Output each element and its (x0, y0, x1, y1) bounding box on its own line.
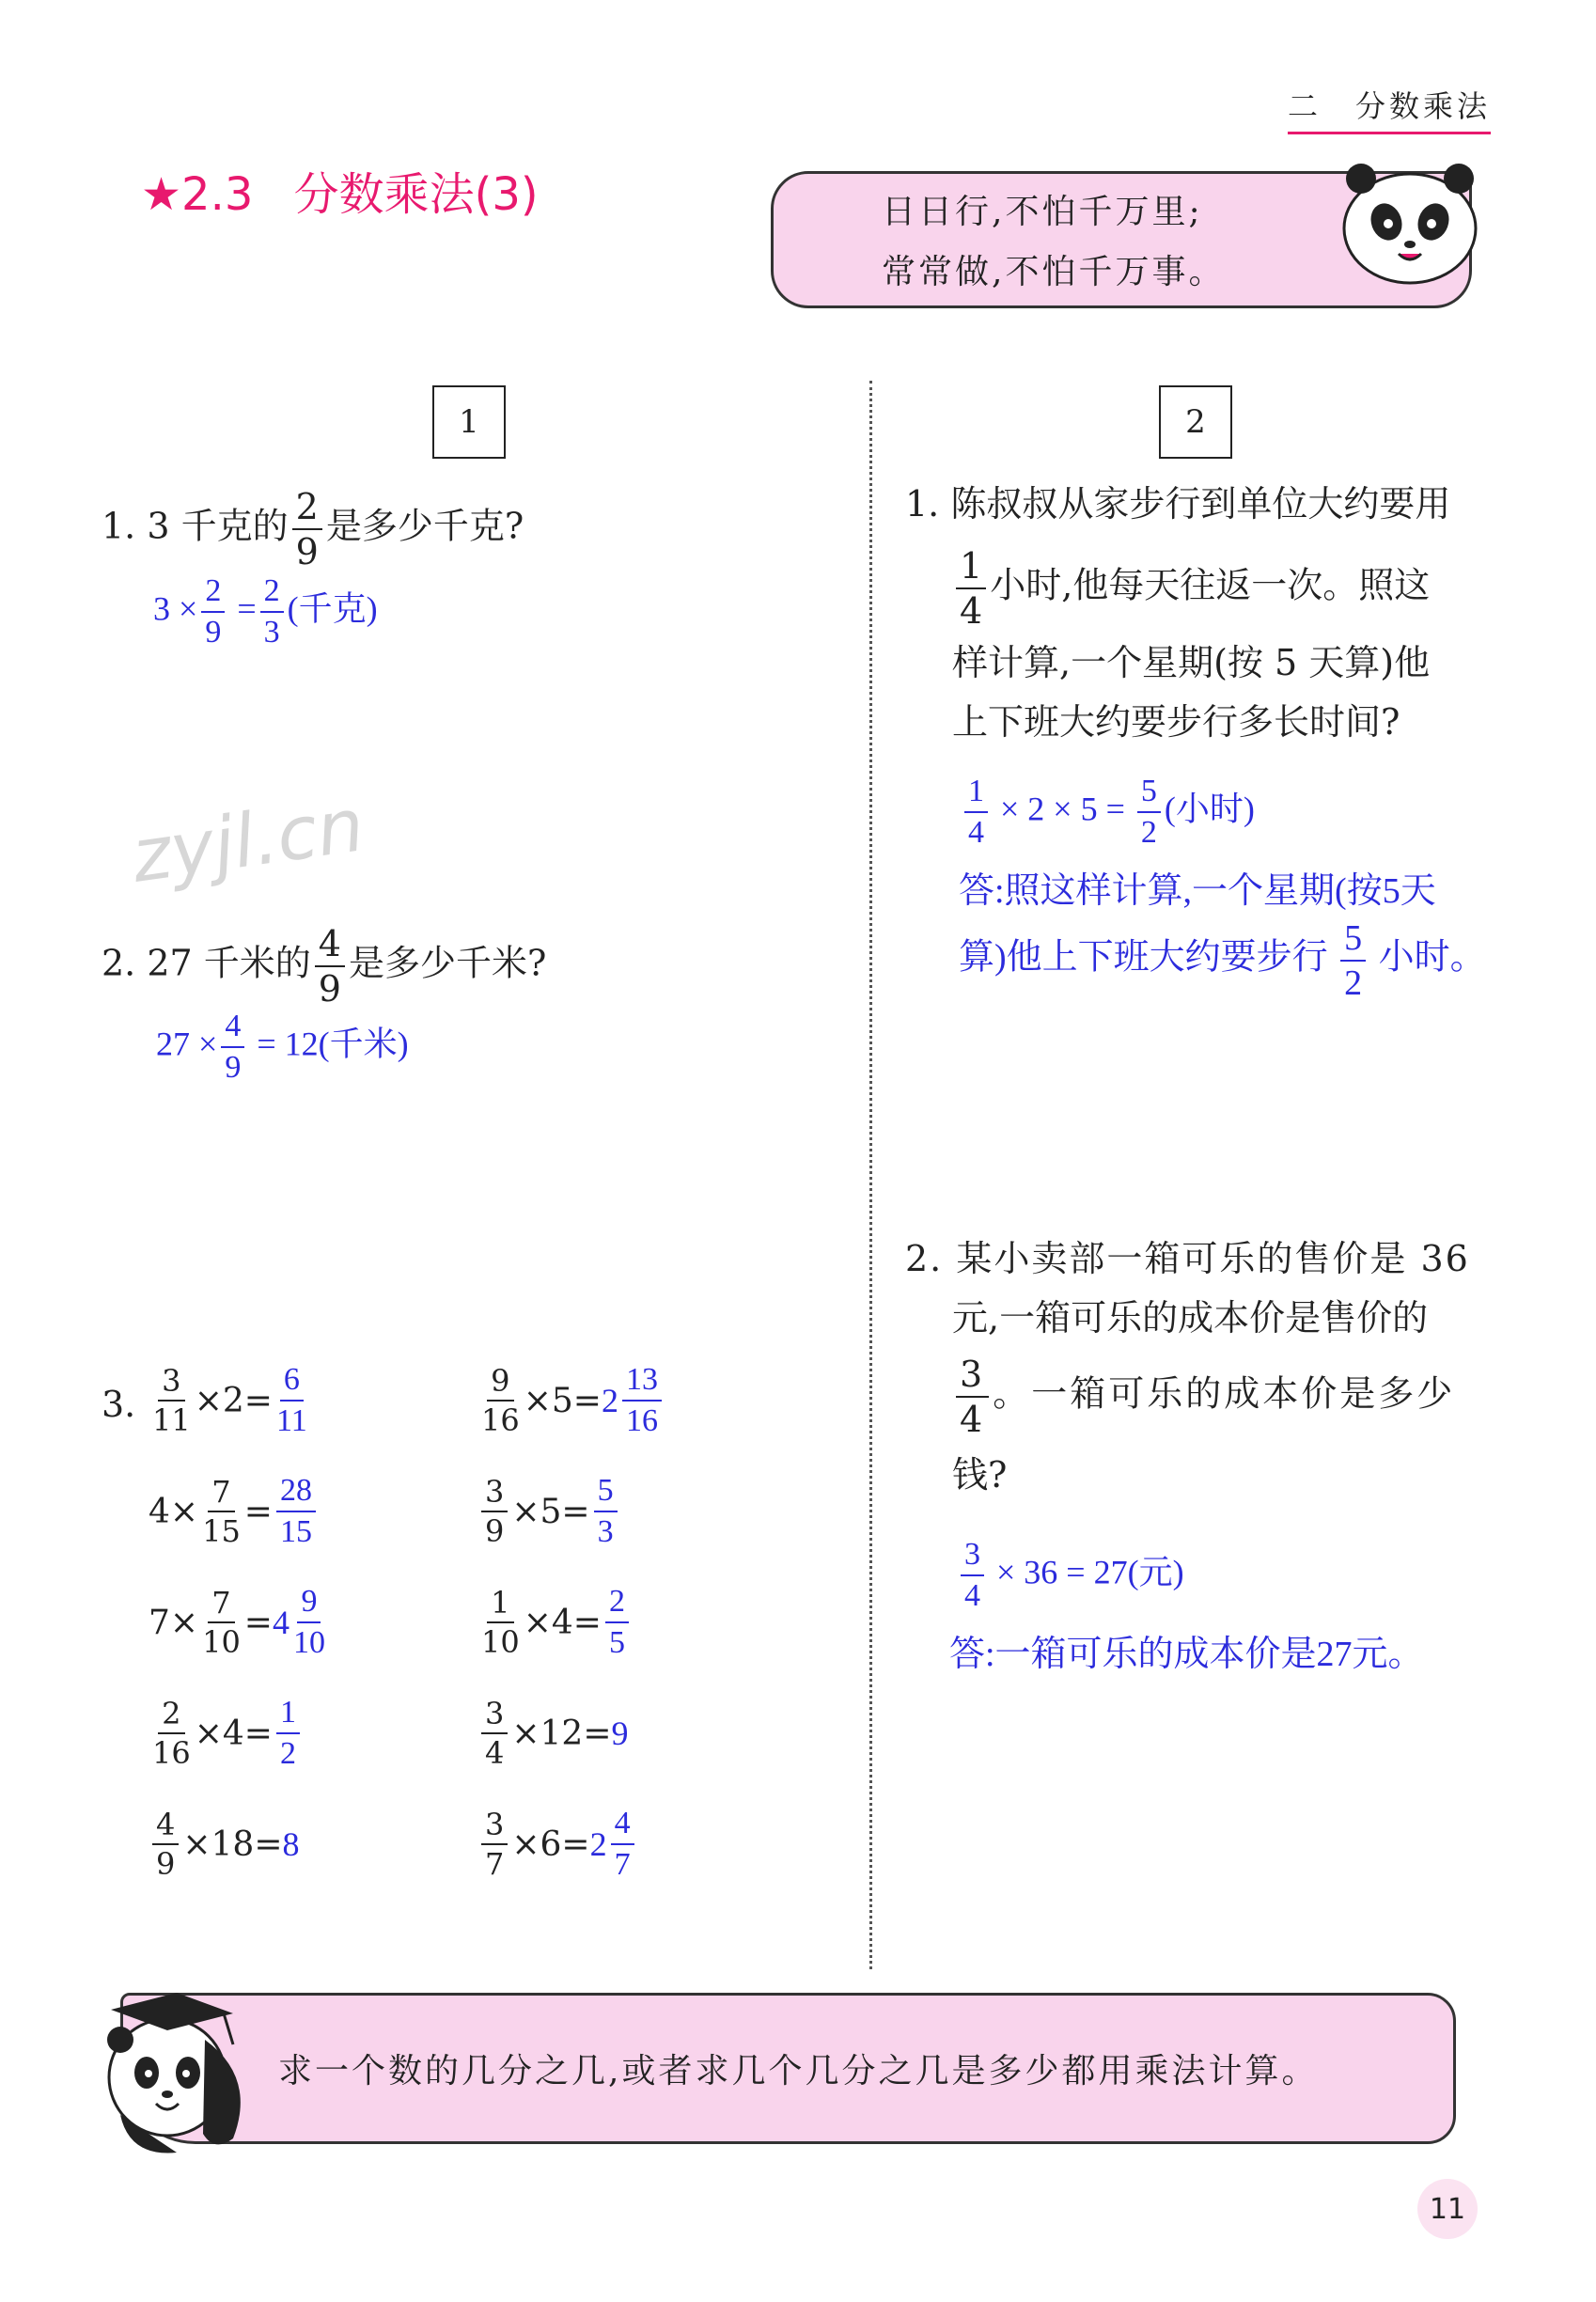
lesson-number: 2.3 (181, 168, 254, 221)
tip-text: 求一个数的几分之几,或者求几个几分之几是多少都用乘法计算。 (278, 2052, 1319, 2091)
exercise-answer: $\frac{28}{15}$ (273, 1475, 320, 1548)
exercise-item: $\frac{9}{16}$ ×5= 2 $\frac{13}{16}$ (477, 1352, 731, 1449)
column-divider (869, 381, 872, 1969)
exercise-item: 7× $\frac{7}{10}$ = 4 $\frac{9}{10}$ (149, 1574, 477, 1671)
exercise-item: $\frac{4}{9}$ ×18= 8 (149, 1795, 477, 1893)
calc-2-right: $\frac{3}{4}$ × 36 = 27(元) (957, 1539, 1184, 1612)
section-box-1: 1 (432, 385, 506, 459)
exercise-item: 4× $\frac{7}{15}$ = $\frac{28}{15}$ (149, 1463, 477, 1560)
answer-1-left: 3 × $\frac{2}{9}$ = $\frac{2}{3}$ (千克) (153, 573, 378, 650)
panda-graduate-icon (92, 1974, 261, 2162)
chapter-header (1288, 83, 1491, 134)
question-1-right: 1. 陈叔叔从家步行到单位大约要用 $\frac{1}{4}$ 小时,他每天往返一次。照这 样计算,一个星期(按 5 天算)他 上下班大约要步行多长时间? (905, 483, 1451, 744)
exercise-item: $\frac{3}{4}$ ×12= 9 (477, 1684, 731, 1782)
panda-icon (1335, 158, 1485, 290)
answer-1-right: 答:照这样计算,一个星期(按5天 算)他上下班大约要步行 $\frac{5}{2}$ 小时。 (959, 871, 1486, 1003)
exercise-item: $\frac{3}{7}$ ×6= 2 $\frac{4}{7}$ (477, 1795, 731, 1893)
exercise-answer: $\frac{1}{2}$ (273, 1697, 304, 1770)
question-1-left: 1. 3 千克的 $\frac{2}{9}$ 是多少千克? (102, 486, 524, 572)
answer-2-right: 答:一箱可乐的成本价是27元。 (949, 1635, 1424, 1674)
page-number: 11 (1417, 2179, 1478, 2239)
question-3-number: 3. (102, 1384, 136, 1425)
calc-1-right: $\frac{1}{4}$ × 2 × 5 = $\frac{5}{2}$ (小时) (961, 775, 1255, 849)
exercise-answer: 2 $\frac{4}{7}$ (590, 1808, 638, 1881)
exercise-answer: 8 (282, 1825, 300, 1863)
exercise-answer: 4 $\frac{9}{10}$ (272, 1584, 325, 1660)
exercise-answer: $\frac{2}{5}$ (602, 1586, 633, 1659)
motto-line-2: 常常做,不怕千万事。 (882, 253, 1226, 291)
question-2-right: 2. 某小卖部一箱可乐的售价是 36 元,一箱可乐的成本价是售价的 $\frac{3}{4}$ 。一箱可乐的成本价是多少 钱? (905, 1238, 1470, 1496)
exercise-grid (149, 1352, 731, 1893)
watermark: zyjl.cn (126, 783, 369, 900)
lesson-name: 分数乘法(3) (293, 168, 539, 221)
exercise-item: $\frac{3}{11}$ ×2= $\frac{6}{11}$ (149, 1352, 477, 1449)
exercise-answer: 9 (611, 1715, 629, 1752)
question-2-left: 2. 27 千米的 $\frac{4}{9}$ 是多少千米? (102, 923, 547, 1010)
exercise-answer: 2 $\frac{13}{16}$ (602, 1364, 665, 1437)
exercise-item: $\frac{1}{10}$ ×4= $\frac{2}{5}$ (477, 1574, 731, 1671)
tip-banner (120, 1993, 1456, 2144)
motto-line-1: 日日行,不怕千万里; (882, 193, 1203, 231)
lesson-title (141, 158, 539, 223)
exercise-item: $\frac{2}{16}$ ×4= $\frac{1}{2}$ (149, 1684, 477, 1782)
answer-2-left: 27 × $\frac{4}{9}$ = 12(千米) (156, 1009, 409, 1085)
exercise-item: $\frac{3}{9}$ ×5= $\frac{5}{3}$ (477, 1463, 731, 1560)
star-icon: ★ (141, 168, 182, 221)
chapter-title: 二 分数乘法 (1288, 88, 1492, 124)
exercise-answer: $\frac{5}{3}$ (590, 1475, 621, 1548)
exercise-answer: $\frac{6}{11}$ (275, 1362, 307, 1438)
section-box-2: 2 (1159, 385, 1232, 459)
